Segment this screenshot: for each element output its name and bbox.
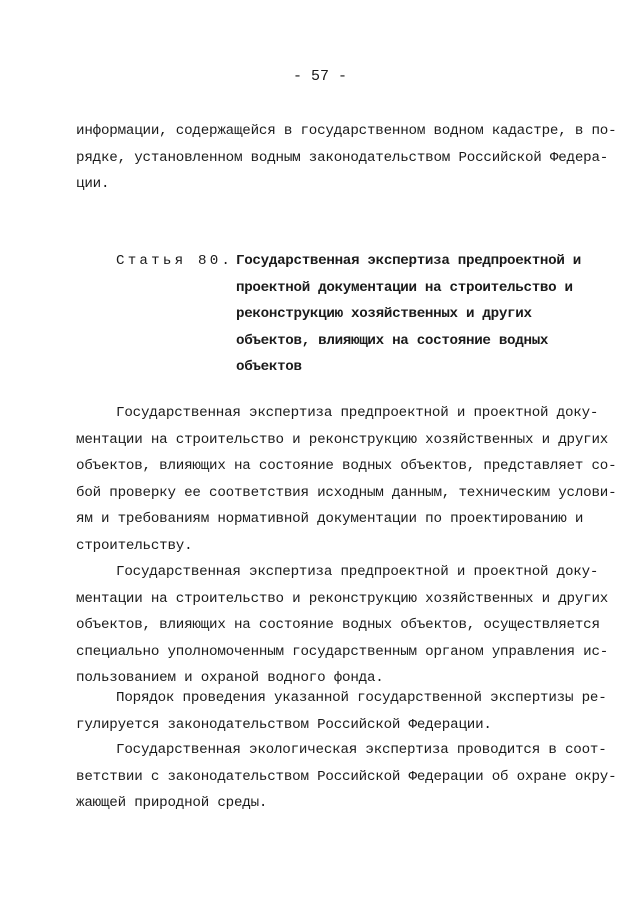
paragraph-line: Порядок проведения указанной государственной экспертизы ре- — [116, 690, 607, 706]
paragraph-line: гулируется законодательством Российской Федерации. — [76, 716, 492, 733]
paragraph-line: ментации на строительство и реконструкцию хозяйственных и других — [76, 431, 609, 448]
article-title-line: Государственная экспертиза предпроектной и — [236, 253, 581, 269]
paragraph-line: ветствии с законодательством Российской Федерации об охране окру- — [76, 768, 617, 785]
article-title-line: реконструкцию хозяйственных и других — [236, 306, 532, 322]
intro-paragraph — [76, 118, 617, 198]
article-title-line: проектной документации на строительство и — [236, 279, 573, 296]
paragraph-line: бой проверку ее соответствия исходным данным, техническим услови- — [76, 484, 617, 501]
paragraph-line: пользованием и охраной водного фонда. — [76, 670, 384, 686]
paragraph-line: Государственная экологическая экспертиза проводится в соот- — [116, 742, 607, 758]
intro-line: информации, содержащейся в государственном водном кадастре, в по- — [76, 123, 617, 139]
paragraph-line: ям и требованиям нормативной документации по проектированию и — [76, 511, 584, 527]
paragraph-line: жающей природной среды. — [76, 795, 268, 811]
paragraph-4 — [76, 737, 617, 817]
page-number: - 57 - — [292, 68, 347, 85]
paragraph-line: объектов, влияющих на состояние водных объектов, представляет со- — [76, 458, 617, 474]
paragraph-line: Государственная экспертиза предпроектной и проектной доку- — [116, 405, 599, 421]
paragraph-1 — [76, 400, 617, 559]
article-title-line: объектов, влияющих на состояние водных — [236, 332, 549, 349]
paragraph-line: ментации на строительство и реконструкцию хозяйственных и других — [76, 590, 609, 607]
article-title-line: объектов — [236, 359, 302, 375]
paragraph-3 — [76, 685, 607, 738]
intro-line: ции. — [76, 176, 110, 192]
paragraph-2 — [76, 559, 609, 692]
paragraph-line: объектов, влияющих на состояние водных объектов, осуществляется — [76, 617, 600, 633]
paragraph-line: Государственная экспертиза предпроектной и проектной доку- — [116, 564, 599, 580]
paragraph-line: строительству. — [76, 537, 193, 554]
paragraph-line: специально уполномоченным государственным органом управления ис- — [76, 643, 609, 660]
article-label: Статья 80. — [116, 253, 234, 269]
intro-line: рядке, установленном водным законодательством Российской Федера- — [76, 149, 609, 166]
article-title — [236, 248, 581, 381]
